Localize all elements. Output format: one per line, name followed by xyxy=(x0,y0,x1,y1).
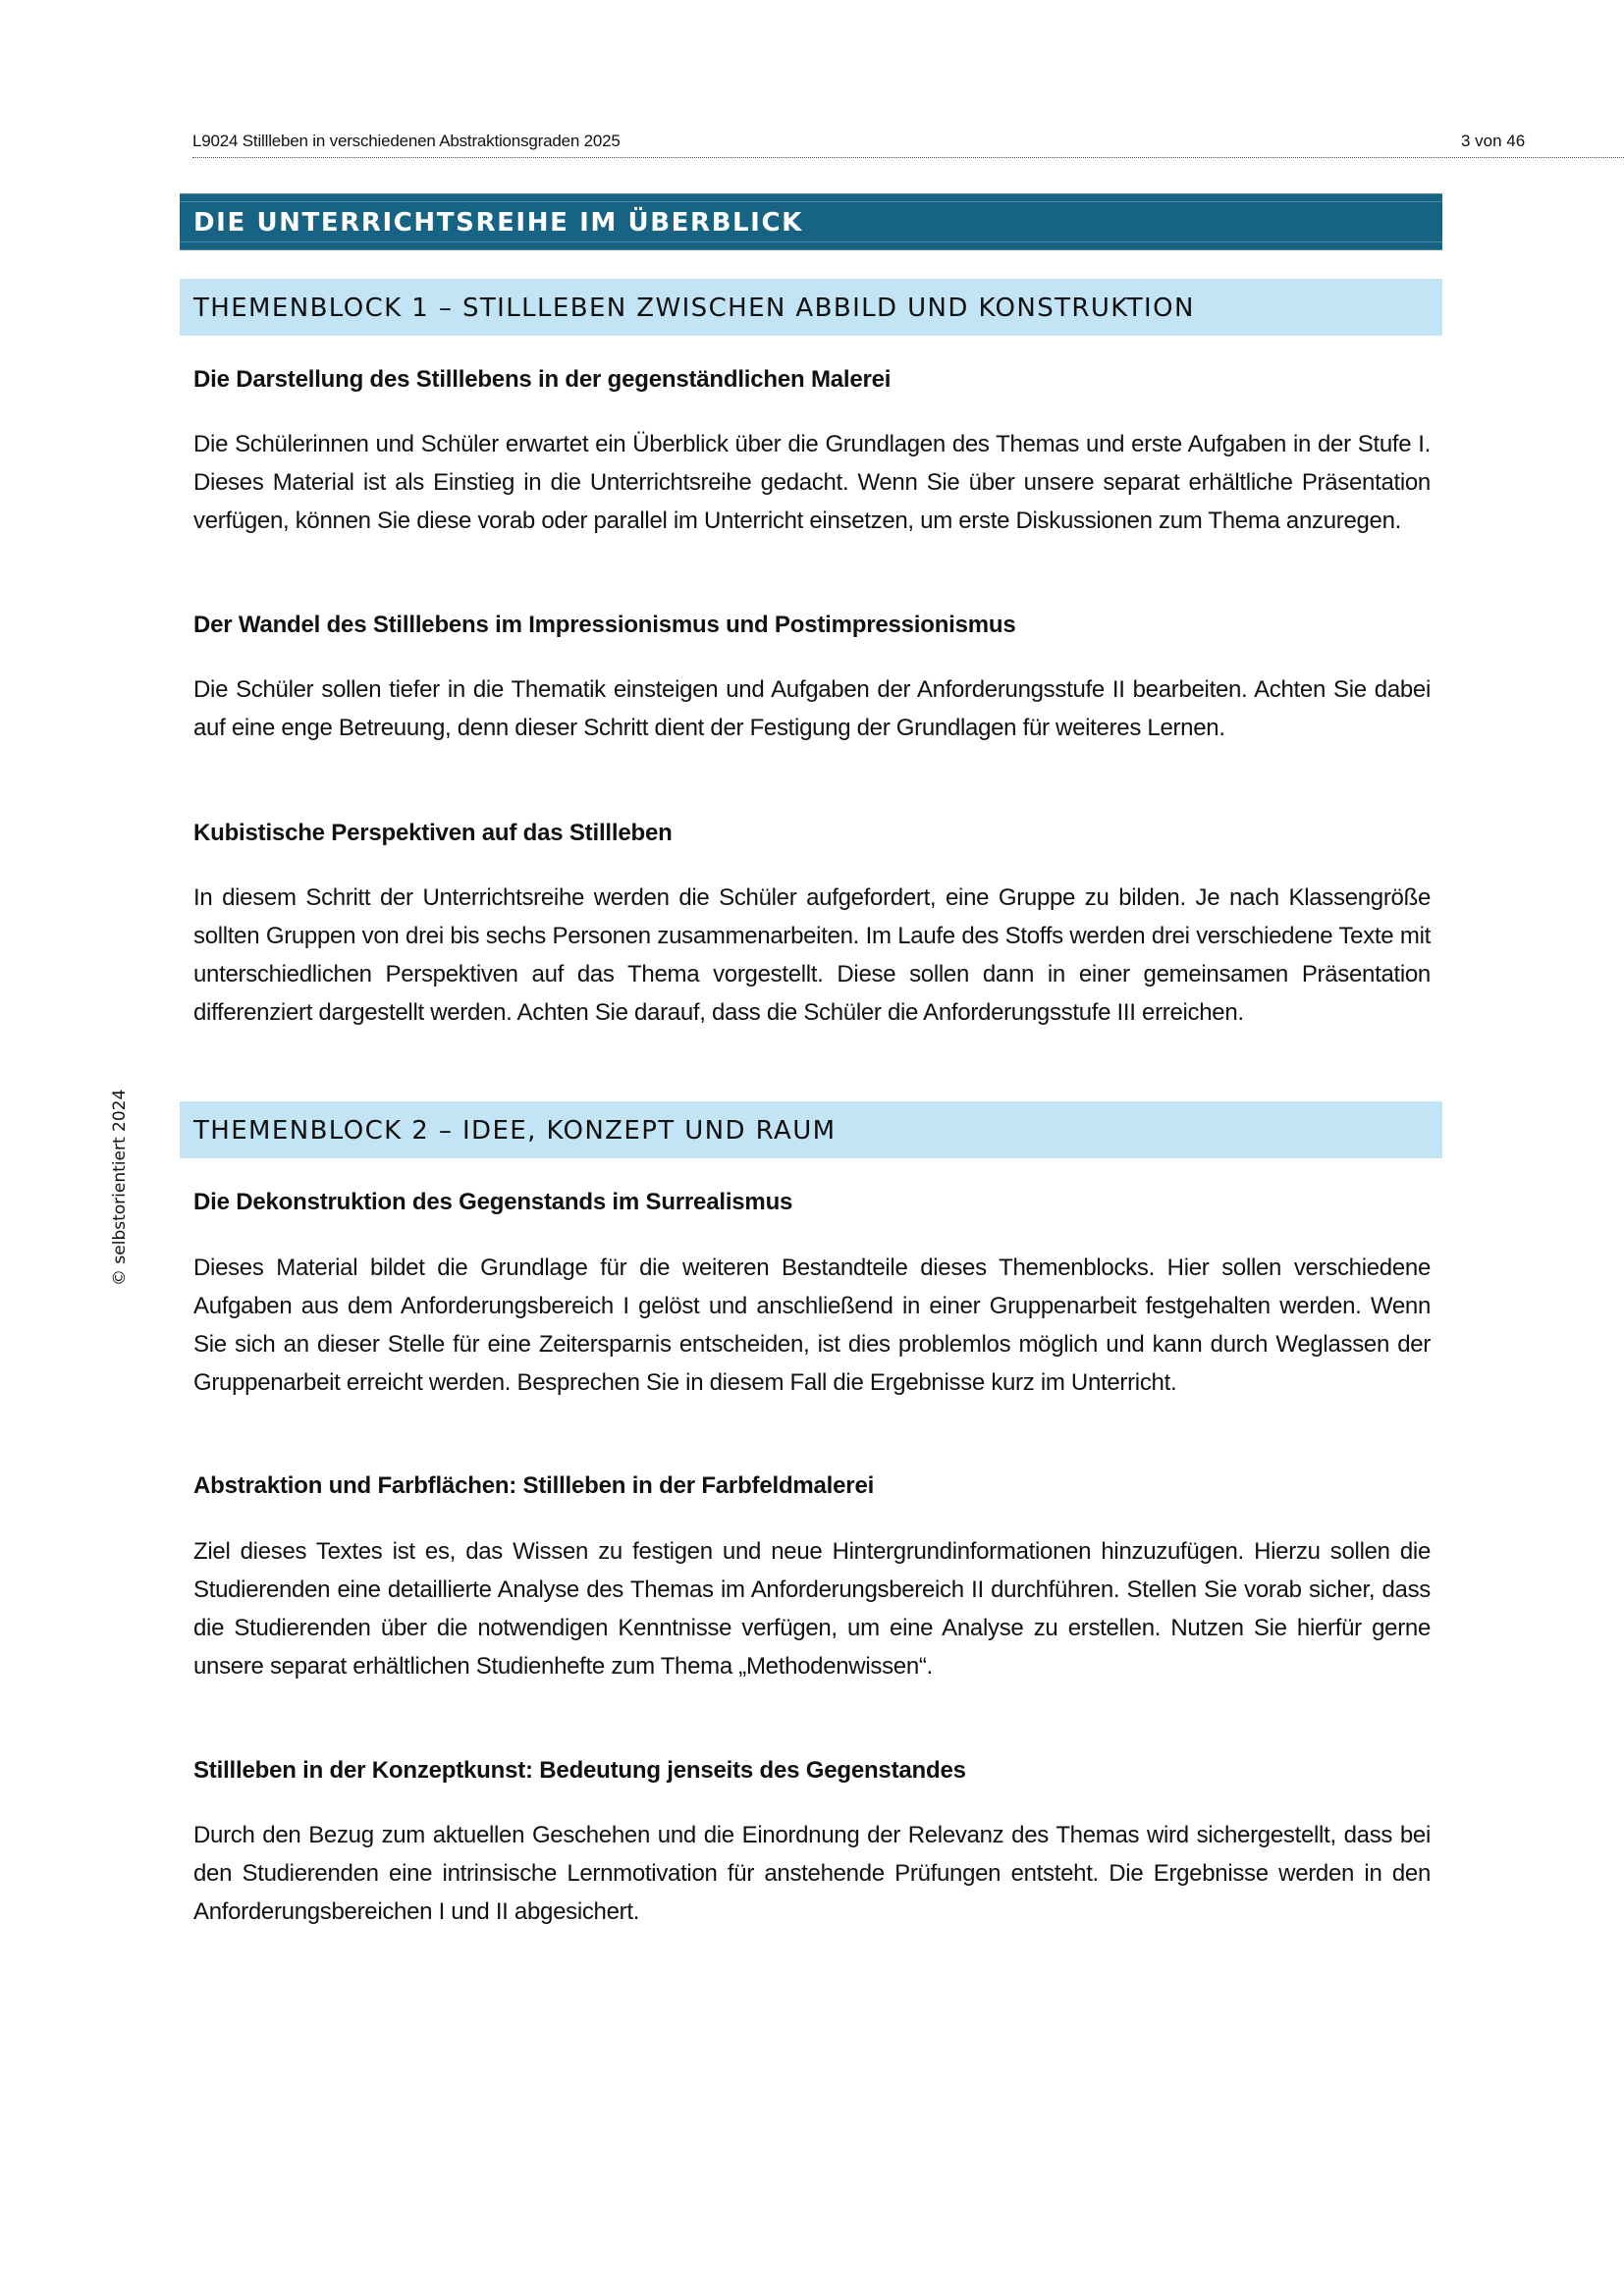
subheading: Abstraktion und Farbflächen: Stillleben in der Farbfeldmalerei xyxy=(193,1472,875,1499)
subheading: Die Dekonstruktion des Gegenstands im Surrealismus xyxy=(193,1189,793,1215)
subheading: Der Wandel des Stilllebens im Impressionismus und Postimpressionismus xyxy=(193,612,1016,638)
section-title: DIE UNTERRICHTSREIHE IM ÜBERBLICK xyxy=(193,208,803,238)
page-header xyxy=(192,130,1624,158)
banner-rule xyxy=(180,201,1442,202)
paragraph: Die Schüler sollen tiefer in die Thematik einsteigen und Aufgaben der Anforderungsstufe II bearbeiten. Achten Sie dabei auf eine enge Betreuung, denn dieser Schritt dient der Festigung der Grundlagen für weiteres Lernen. xyxy=(193,676,1431,741)
document-title: L9024 Stillleben in verschiedenen Abstraktionsgraden 2025 xyxy=(192,132,621,150)
theme-block-1-banner xyxy=(180,279,1442,336)
theme-block-2-banner xyxy=(180,1101,1442,1158)
paragraph: In diesem Schritt der Unterrichtsreihe werden die Schüler aufgefordert, eine Gruppe zu bilden. Je nach Klassengröße sollten Gruppen von drei bis sechs Personen zusammenarbeiten. Im Laufe des Stoffs werden drei verschiedene Texte mit unterschiedlichen Perspektiven auf das Thema vorgestellt. Diese sollen dann in einer gemeinsamen Präsentation differenziert dargestellt werden. Achten Sie darauf, dass die Schüler die Anforderungsstufe III erreichen. xyxy=(193,884,1431,1026)
banner-rule xyxy=(180,241,1442,242)
paragraph: Dieses Material bildet die Grundlage für die weiteren Bestandteile dieses Themenblocks. Hier sollen verschiedene Aufgaben aus dem Anforderungsbereich I gelöst und anschließend in einer Gruppenarbeit festgehalten werden. Wenn Sie sich an dieser Stelle für eine Zeitersparnis entscheiden, ist dies problemlos möglich und kann durch Weglassen der Gruppenarbeit erreicht werden. Besprechen Sie in diesem Fall die Ergebnisse kurz im Unterricht. xyxy=(193,1255,1431,1396)
subheading: Stillleben in der Konzeptkunst: Bedeutung jenseits des Gegenstandes xyxy=(193,1757,966,1784)
copyright-notice: © selbstorientiert 2024 xyxy=(110,1089,130,1286)
theme-block-1-title: THEMENBLOCK 1 – STILLLEBEN ZWISCHEN ABBILD UND KONSTRUKTION xyxy=(193,294,1195,323)
subheading: Die Darstellung des Stilllebens in der gegenständlichen Malerei xyxy=(193,366,892,393)
subheading: Kubistische Perspektiven auf das Stillleben xyxy=(193,820,673,846)
paragraph: Durch den Bezug zum aktuellen Geschehen und die Einordnung der Relevanz des Themas wird sichergestellt, dass bei den Studierenden eine intrinsische Lernmotivation für anstehende Prüfungen entsteht. Die Ergebnisse werden in den Anforderungsbereichen I und II abgesichert. xyxy=(193,1822,1431,1925)
theme-block-2-title: THEMENBLOCK 2 – IDEE, KONZEPT UND RAUM xyxy=(193,1116,837,1146)
paragraph: Ziel dieses Textes ist es, das Wissen zu festigen und neue Hintergrundinformationen hinzuzufügen. Hierzu sollen die Studierenden eine detaillierte Analyse des Themas im Anforderungsbereich II durchführen. Stellen Sie vorab sicher, dass die Studierenden über die notwendigen Kenntnisse verfügen, um eine Analyse zu erstellen. Nutzen Sie hierfür gerne unsere separat erhältlichen Studienhefte zum Thema „Methodenwissen“. xyxy=(193,1538,1431,1680)
section-banner xyxy=(180,193,1442,250)
page-number: 3 von 46 xyxy=(1461,132,1526,150)
paragraph: Die Schülerinnen und Schüler erwartet ein Überblick über die Grundlagen des Themas und erste Aufgaben in der Stufe I. Dieses Material ist als Einstieg in die Unterrichtsreihe gedacht. Wenn Sie über unsere separat erhältliche Präsentation verfügen, können Sie diese vorab oder parallel im Unterricht einsetzen, um erste Diskussionen zum Thema anzuregen. xyxy=(193,431,1431,534)
